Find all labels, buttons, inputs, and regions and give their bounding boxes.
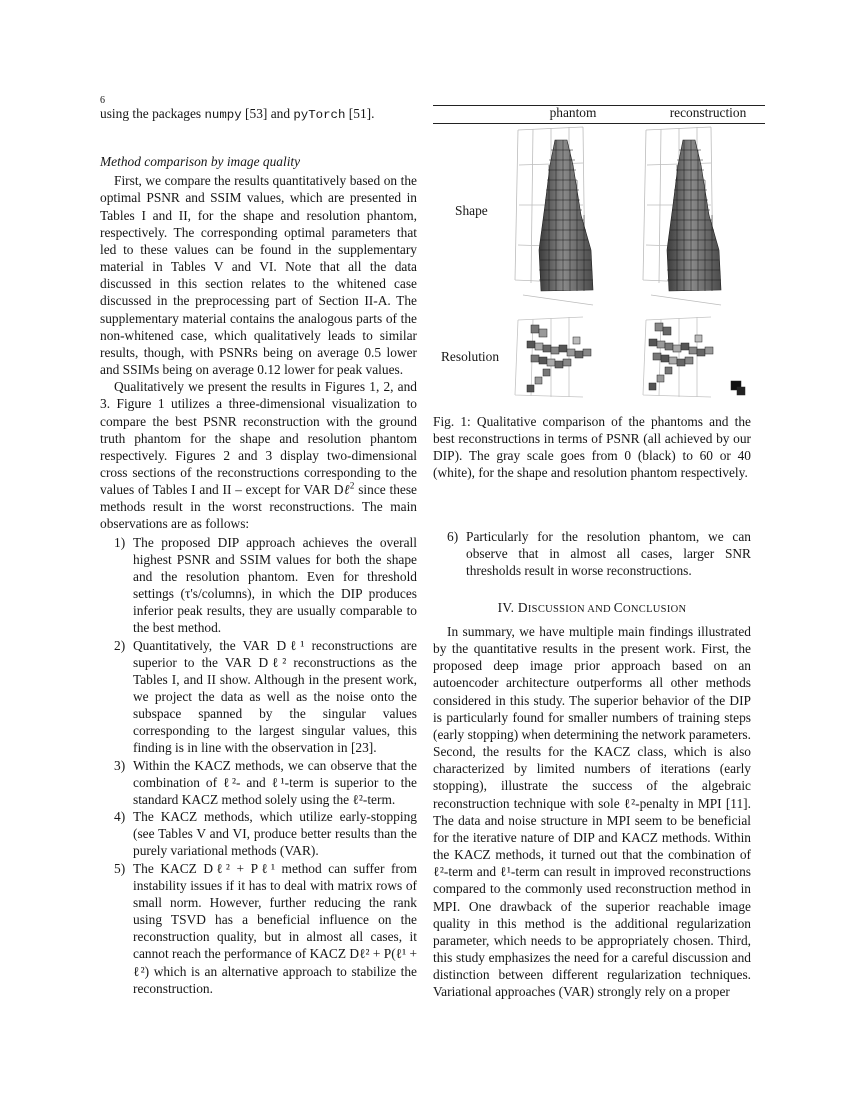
- row-label-shape: Shape: [455, 203, 488, 218]
- page-number: 6: [100, 95, 105, 106]
- list-item: 2) Quantitatively, the VAR Dℓ¹ reconstructions are superior to the VAR Dℓ² reconstructions as the Tables I, and II show. Although in the present work, we project the data as well as the noise onto the subspace spanned by the singular values corresponding to the largest singular values, this finding is in line with the observation in [23].: [114, 637, 417, 756]
- figure-caption: Fig. 1: Qualitative comparison of the phantoms and the best reconstructions in terms of PSNR (all achieved by our DIP). The gray scale goes from 0 (black) to 60 or 40 (white), for the shape and resolution phantom respectively.: [433, 414, 751, 481]
- left-column: [100, 105, 417, 997]
- figure-1: [433, 105, 765, 410]
- paragraph-2: Qualitatively we present the results in Figures 1, 2, and 3. Figure 1 utilizes a three-dimensional visualization to compare the best PSNR reconstruction with the ground truth phantom for the shape and resolution phantom respectively. Figures 2 and 3 display two-dimensional cross sections of the reconstructions corresponding to the values of Tables I and II – except for VAR Dℓ$^2$ since these methods result in the worst reconstructions. The main observations are as follows:: [100, 379, 417, 532]
- col-header-phantom: phantom: [549, 105, 597, 120]
- list-item-6: 6) Particularly for the resolution phantom, we can observe that in almost all cases, larger SNR thresholds result in worse reconstructions.: [447, 529, 751, 579]
- package-pytorch: pyTorch: [293, 108, 346, 122]
- package-numpy: numpy: [204, 108, 242, 122]
- paragraph-1: First, we compare the results quantitatively based on the optimal PSNR and SSIM values, which are presented in Tables I and II, for the shape and resolution phantom, respectively. The corresponding optimal parameters that led to these values can be found in the supplementary material in Tables V and VI. Note that all the data discussed in this section relates to the whitened case discussed in the preprocessing part of Section II-A. The supplementary material contains the analogous parts of the non-whitened case, which qualitatively leads to similar results, though, with PSNRs being on average 0.5 lower and SSIMs being on average 0.12 lower for peak values.: [100, 173, 417, 378]
- observations-list: [100, 534, 417, 997]
- list-item: 1) The proposed DIP approach achieves the overall highest PSNR and SSIM values for both the shape and the resolution phantom. Even for threshold settings (τ's/columns), in which the DIP produces inferior peak results, they are usually comparable to the best method.: [114, 534, 417, 636]
- shape-phantom-render: [515, 127, 593, 305]
- list-item: 5) The KACZ Dℓ² + Pℓ¹ method can suffer from instability issues if it has to deal with matrix rows of small norm. However, further reducing the rank using TSVD has a beneficial influence on the reconstruction quality, but in almost all cases, it cannot reach the performance of KACZ Dℓ² + P(ℓ¹ + ℓ²) which is an alternative approach to stabilize the reconstruction.: [114, 860, 417, 996]
- resolution-reconstruction-render: [643, 317, 745, 397]
- col-header-reconstruction: reconstruction: [669, 105, 747, 120]
- subsection-heading: Method comparison by image quality: [100, 154, 301, 170]
- list-item: 3) Within the KACZ methods, we can observe that the combination of ℓ²- and ℓ¹-term is superior to the standard KACZ method solely using the ℓ²-term.: [114, 757, 417, 807]
- shape-reconstruction-render: [643, 127, 721, 305]
- figure-images: [433, 105, 765, 410]
- intro-line: using the packages numpy [53] and pyTorch [51].: [100, 106, 375, 122]
- list-item: 4) The KACZ methods, which utilize early-stopping (see Tables V and VI, produce better results than the purely variational methods (VAR).: [114, 809, 417, 859]
- section-heading: IV. DISCUSSION AND CONCLUSION: [497, 600, 687, 615]
- resolution-phantom-render: [515, 317, 591, 397]
- row-label-resolution: Resolution: [441, 349, 500, 364]
- discussion-paragraph: In summary, we have multiple main findings illustrated by the quantitative results in the present work. First, the proposed deep image prior approach based on an autoencoder architecture outperforms all other methods considered in this study. The superior behavior of the DIP is particularly found for smaller numbers of training steps (early stopping) when determining the network parameters. Second, the results for the KACZ class, which is also characterized by limited numbers of iterations (early stopping), illustrate the success of the algebraic reconstruction technique with sole ℓ²-penalty in MPI [11]. The data and noise structure in MPI seem to be beneficial for the iterative nature of DIP and KACZ methods. Within the KACZ methods, it turned out that the combination of ℓ²-term and ℓ¹-term can result in improved reconstructions compared to the commonly used reconstruction method in MPI. One drawback of the superior reachable image quality in this method is the additional regularization parameter, which needs to be appropriately chosen. Third, this study emphasizes the need for a careful discussion and distinction between different regularization techniques. Variational approaches (VAR) strongly rely on a proper: [433, 624, 751, 1000]
